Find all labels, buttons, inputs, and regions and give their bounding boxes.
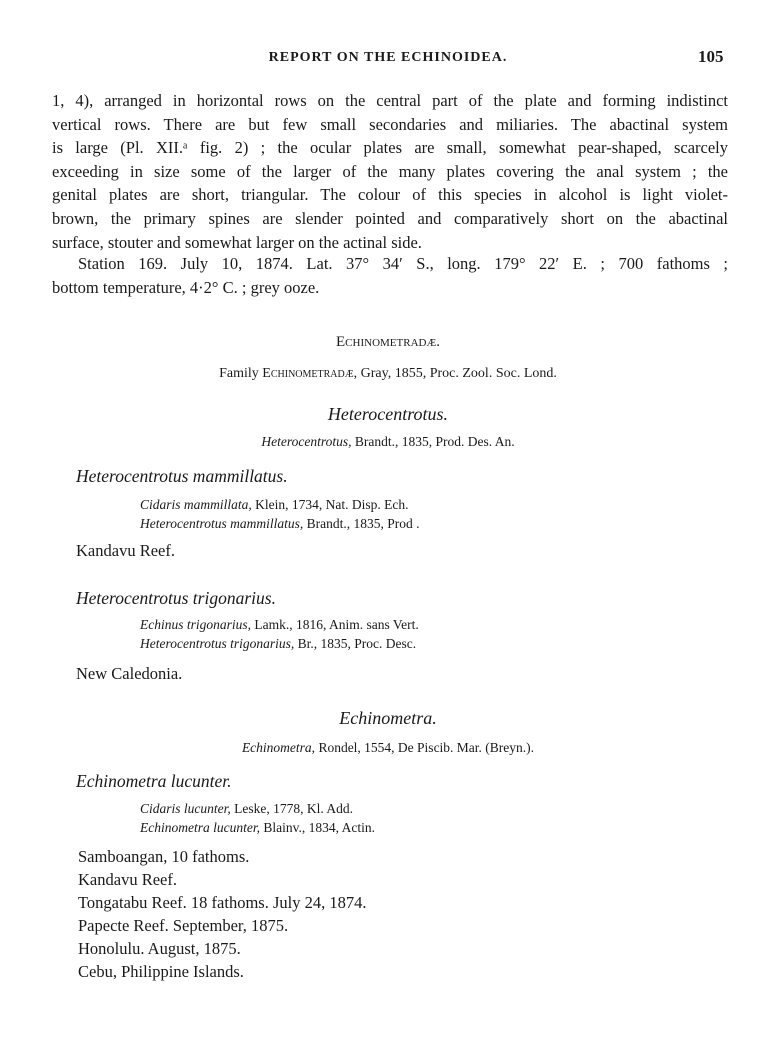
locality: New Caledonia. bbox=[76, 664, 183, 683]
synonym-citation: Lamk., 1816, Anim. sans Vert. bbox=[251, 617, 419, 632]
paragraph-line: is large (Pl. XII.ᵃ fig. 2) ; the ocular plates are small, somewhat pear-shaped, scarcely bbox=[52, 138, 728, 158]
species-heading: Heterocentrotus trigonarius. bbox=[76, 588, 276, 608]
synonym-citation: Brandt., 1835, Prod . bbox=[303, 516, 420, 531]
synonym-citation: Leske, 1778, Kl. Add. bbox=[230, 801, 354, 816]
running-header: REPORT ON THE ECHINOIDEA. bbox=[268, 50, 508, 65]
synonym-name: Cidaris lucunter, bbox=[140, 801, 231, 816]
species-heading: Echinometra lucunter. bbox=[76, 771, 232, 791]
synonym-name: Heterocentrotus trigonarius, bbox=[140, 636, 295, 651]
paragraph-line: vertical rows. There are but few small secondaries and miliaries. The abactinal system bbox=[52, 114, 728, 134]
genus-citation-rest: Rondel, 1554, De Piscib. Mar. (Breyn.). bbox=[315, 740, 535, 755]
synonym-citation: Br., 1835, Proc. Desc. bbox=[294, 636, 417, 651]
synonym-name: Cidaris mammillata, bbox=[140, 497, 252, 512]
genus-heading: Echinometra. bbox=[339, 708, 437, 728]
synonym-citation: Blainv., 1834, Actin. bbox=[259, 820, 375, 835]
locality: Kandavu Reef. bbox=[78, 870, 177, 889]
locality: Honolulu. August, 1875. bbox=[78, 939, 241, 958]
station-line: bottom temperature, 4·2° C. ; grey ooze. bbox=[52, 277, 320, 297]
locality: Cebu, Philippine Islands. bbox=[78, 962, 244, 981]
synonym-name: Echinus trigonarius, bbox=[140, 617, 252, 632]
synonym-line bbox=[140, 497, 409, 513]
family-citation-rest: , Gray, 1855, Proc. Zool. Soc. Lond. bbox=[353, 366, 557, 381]
station-line: Station 169. July 10, 1874. Lat. 37° 34′ S., long. 179° 22′ E. ; 700 fathoms ; bbox=[78, 254, 728, 273]
family-citation-prefix: Family bbox=[219, 366, 263, 381]
synonym-line bbox=[140, 820, 375, 836]
paragraph-line: exceeding in size some of the larger of the many plates covering the anal system ; the bbox=[52, 161, 728, 181]
family-heading: Echinometradæ. bbox=[336, 334, 440, 350]
paragraph-line: 1, 4), arranged in horizontal rows on the central part of the plate and forming indistinct bbox=[52, 91, 728, 110]
synonym-name: Heterocentrotus mammillatus, bbox=[140, 516, 304, 531]
paragraph-line: brown, the primary spines are slender pointed and comparatively short on the abactinal bbox=[52, 208, 728, 228]
locality: Tongatabu Reef. 18 fathoms. July 24, 1874. bbox=[78, 893, 367, 912]
synonym-line bbox=[140, 801, 353, 817]
paragraph-line: surface, stouter and somewhat larger on the actinal side. bbox=[52, 232, 422, 252]
genus-heading: Heterocentrotus. bbox=[327, 404, 449, 424]
synonym-line bbox=[140, 617, 419, 633]
description-paragraph bbox=[52, 89, 728, 254]
synonym-citation: Klein, 1734, Nat. Disp. Ech. bbox=[251, 497, 409, 512]
species-heading: Heterocentrotus mammillatus. bbox=[76, 466, 288, 486]
locality: Samboangan, 10 fathoms. bbox=[78, 847, 250, 866]
family-citation bbox=[0, 366, 776, 382]
locality: Papecte Reef. September, 1875. bbox=[78, 916, 289, 935]
locality: Kandavu Reef. bbox=[76, 541, 175, 560]
genus-citation-name: Echinometra, bbox=[241, 740, 316, 755]
station-paragraph bbox=[52, 252, 728, 299]
genus-citation bbox=[0, 740, 776, 756]
genus-citation bbox=[0, 434, 776, 450]
synonym-line bbox=[140, 516, 419, 532]
genus-citation-rest: Brandt., 1835, Prod. Des. An. bbox=[351, 434, 515, 449]
synonym-name: Echinometra lucunter, bbox=[140, 820, 260, 835]
synonym-line bbox=[140, 636, 416, 652]
paragraph-line: genital plates are short, triangular. The colour of this species in alcohol is light violet- bbox=[52, 185, 728, 205]
genus-citation-name: Heterocentrotus, bbox=[261, 434, 352, 449]
family-citation-name: Echinometradæ bbox=[262, 366, 354, 381]
page-number: 105 bbox=[698, 47, 724, 66]
